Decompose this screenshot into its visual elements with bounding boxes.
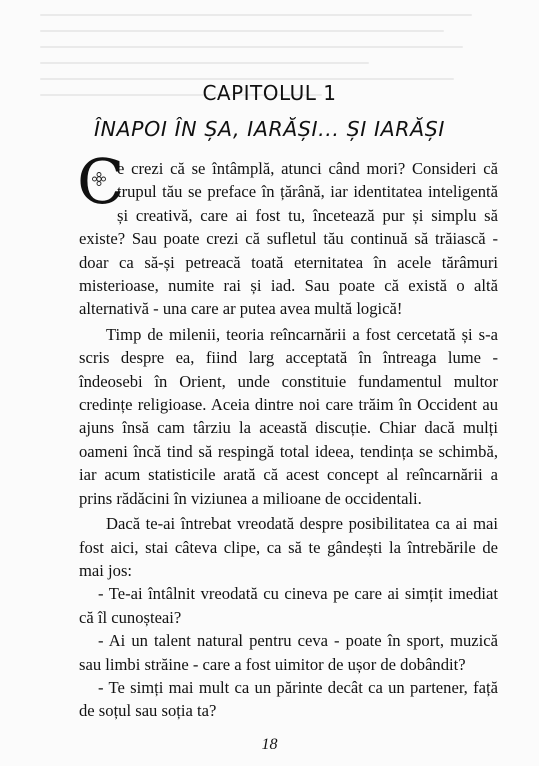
chapter-title: ÎNAPOI ÎN ȘA, IARĂȘI... ȘI IARĂȘI: [93, 117, 446, 141]
chapter-label: CAPITOLUL 1: [202, 81, 337, 105]
dropcap: [77, 145, 125, 218]
body-text: [77, 145, 498, 723]
question-2: - Ai un talent natural pentru ceva - poate în sport, muzică sau limbi străine - care a fost uimitor de ușor de dobândit?: [79, 631, 498, 674]
paragraph-2: Timp de milenii, teoria reîncarnării a fost cercetată și s-a scris despre ea, fiind larg acceptată în întreaga lume - îndeosebi în Orient, unde constituie fundamentul multor credințe religioase. Aceia dintre noi care trăim în Occident au ajuns însă cam târziu la această discuție. Chiar dacă mulți oameni încă tind să respingă total ideea, tendința se schimbă, iar acum statisticile arată că acest concept al reîncarnării a prins rădăcini în viziunea a milioane de occidentali.: [79, 324, 498, 508]
dropcap-letter: C: [77, 145, 125, 218]
bleed-through-texture: [40, 0, 510, 130]
page-number: 18: [261, 736, 278, 753]
question-1: - Te-ai întâlnit vreodată cu cineva pe care ai simțit imediat că îl cunoșteai?: [79, 584, 498, 627]
flower-ornament-icon: [91, 171, 107, 187]
paragraph-1: [77, 145, 498, 321]
paragraph-3: Dacă te-ai întrebat vreodată despre posibilitatea ca ai mai fost aici, stai câteva clipe, ca să te gândești la întrebările de mai jos:: [79, 514, 498, 580]
paragraph-1-text: e crezi că se întâmplă, atunci când mori? Consideri că trupul tău se preface în țărână, iar identitatea inteligentă și creativă, care ai fost tu, încetează pur și simplu să existe? Sau poate crezi că sufletul tău continuă să trăiască - doar ca să-și petreacă toată eternitatea în acele tărâmuri misterioase, numite rai și iad. Sau poate că există o altă alternativă - una care ar putea avea multă logică!: [79, 159, 498, 319]
question-3: - Te simți mai mult ca un părinte decât ca un partener, față de soțul sau soția ta?: [79, 677, 498, 721]
